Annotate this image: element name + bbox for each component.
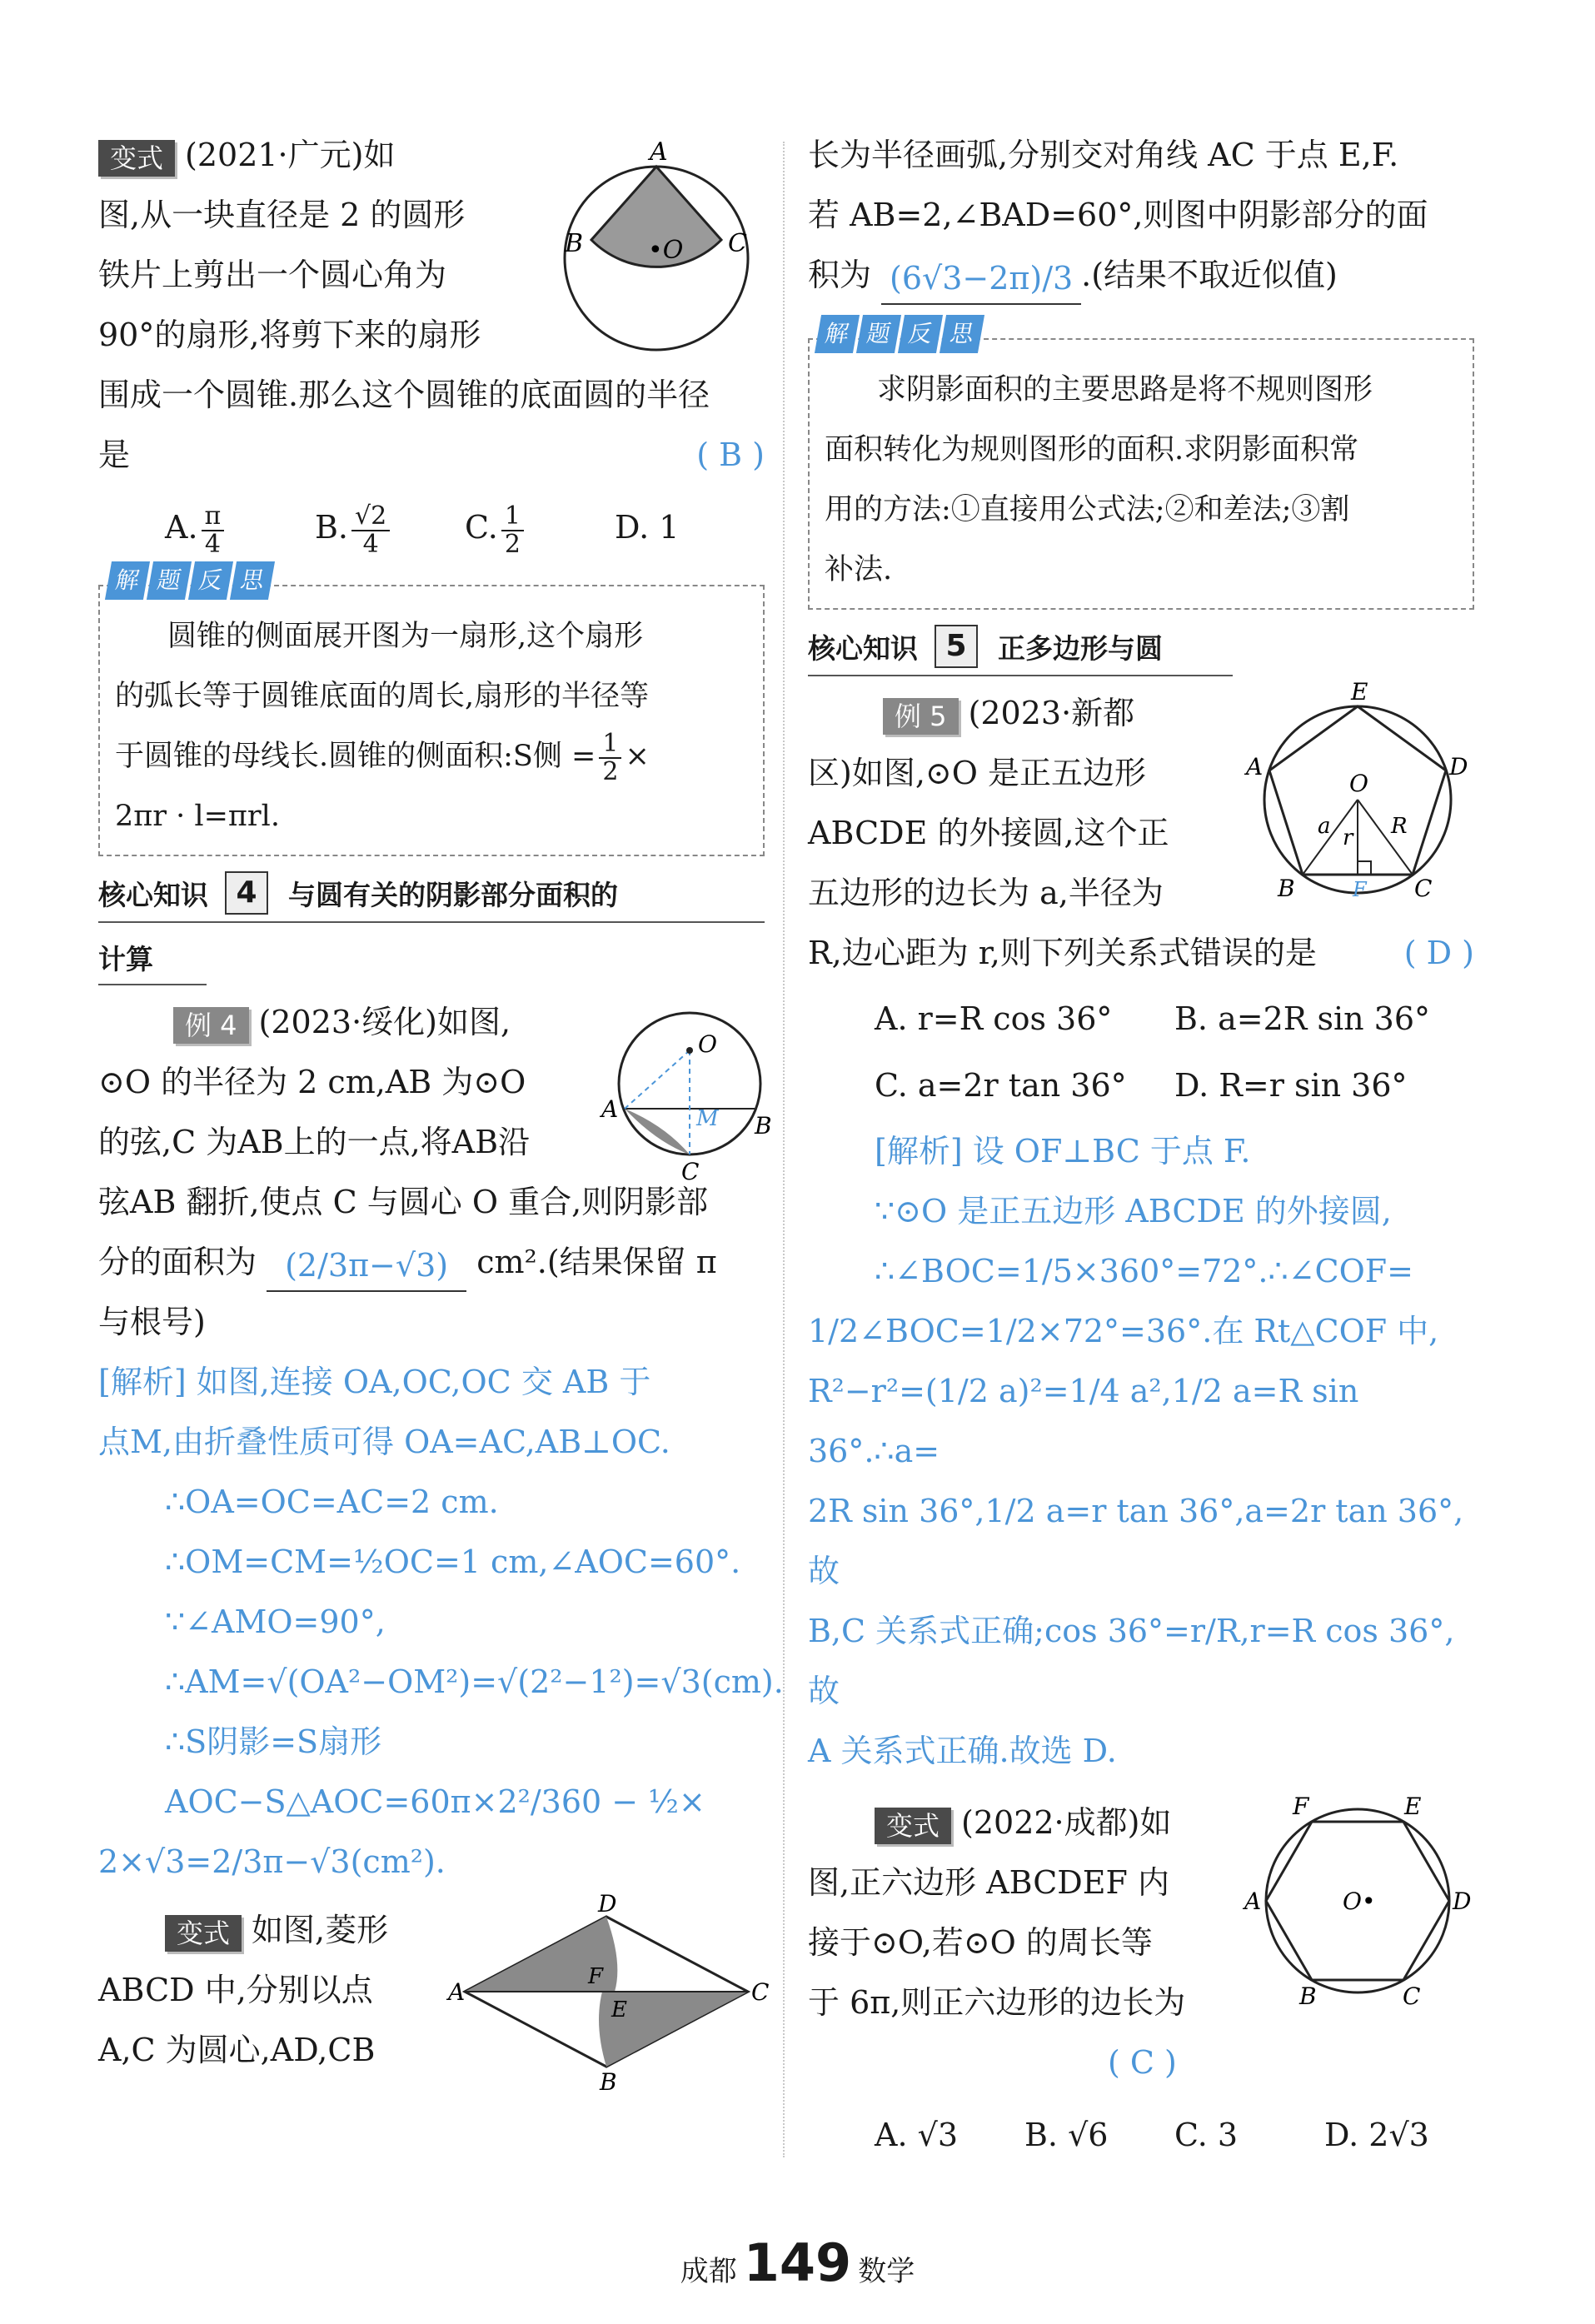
label-c: C <box>1403 1982 1421 2010</box>
reflection-box <box>808 320 1474 610</box>
footer-city: 成都 <box>680 2255 737 2288</box>
options-row <box>808 988 1474 1050</box>
label-a: A <box>448 1978 466 2006</box>
label-o: O• <box>1343 1888 1376 1915</box>
label-o: O <box>698 1030 717 1058</box>
options-row <box>808 1055 1474 1116</box>
options-row <box>98 490 765 565</box>
label-a: A <box>601 1095 619 1123</box>
solution-line: [解析] 如图,连接 OA,OC,OC 交 AB 于 <box>98 1364 651 1400</box>
sector-circle-figure <box>540 137 765 367</box>
options-row <box>808 2097 1474 2172</box>
answer-paren: ( B ) <box>696 436 765 473</box>
solution-line: 点M,由折叠性质可得 OA=AC,AB⊥OC. <box>98 1424 670 1460</box>
footer-subject: 数学 <box>858 2255 915 2288</box>
problem-line: 长为半径画弧,分别交对角线 AC 于点 E,F. <box>808 137 1399 173</box>
problem-line: 图,正六边形 ABCDEF 内 <box>808 1864 1169 1901</box>
answer-paren: ( D ) <box>1403 935 1474 971</box>
section-number: 5 <box>935 625 978 668</box>
variant2-continued: 长为半径画弧,分别交对角线 AC 于点 E,F. 若 AB=2,∠BAD=60°,则图中阴影部分的面 积为 (6√3−2π)/3 .(结果不取近似值) <box>808 125 1474 305</box>
option-d: D. 2√3 <box>1324 2117 1429 2153</box>
section-number: 4 <box>225 871 268 915</box>
problem-line: 弦AB 翻折,使点 C 与圆心 O 重合,则阴影部 <box>98 1184 709 1220</box>
solution-line: B,C 关系式正确;cos 36°=r/R,r=R cos 36°,故 <box>808 1613 1455 1709</box>
label-r-lower: r <box>1343 825 1353 850</box>
label-b: B <box>755 1112 772 1140</box>
example-tag: 例 4 <box>173 1007 249 1044</box>
label-b: B <box>1299 1982 1317 2010</box>
label-b: B <box>1278 875 1295 902</box>
problem-line: ⊙O 的半径为 2 cm,AB 为⊙O <box>98 1064 526 1100</box>
label-a-lower: a <box>1318 814 1331 839</box>
solution-line: 1/2∠BOC=1/2×72°=36°.在 Rt△COF 中, <box>808 1313 1439 1349</box>
label-f: F <box>1353 878 1367 901</box>
label-c: C <box>681 1158 700 1185</box>
label-f: F <box>588 1964 604 1989</box>
solution-line: ∵∠AMO=90°, <box>165 1603 386 1640</box>
column-divider <box>783 142 785 2157</box>
reflection-box: 解 题 反 思 圆锥的侧面展开图为一扇形,这个扇形 的弧长等于圆锥底面的周长,扇形的半径等 于圆锥的母线长.圆锥的侧面积:S侧 = $\frac{1}{2}$ × 2πr · l=πrl. <box>98 585 765 856</box>
problem-line: 围成一个圆锥.那么这个圆锥的底面圆的半径 <box>98 377 710 413</box>
option-a: A. $\frac{\pi}{4}$ <box>165 490 315 565</box>
solution-line: ∴OA=OC=AC=2 cm. <box>165 1484 499 1520</box>
problem-line: 于 6π,则正六边形的边长为 <box>808 1984 1186 2021</box>
problem-line: 五边形的边长为 a,半径为 <box>808 875 1164 911</box>
pentagon-circle-figure <box>1241 678 1474 908</box>
label-d: D <box>1453 1888 1472 1915</box>
rhombus-figure <box>448 1890 770 2096</box>
problem-line: 若 AB=2,∠BAD=60°,则图中阴影部分的面 <box>808 197 1428 233</box>
reflection-line: 2πr · l=πrl. <box>115 800 280 833</box>
problem-line: 是 <box>98 436 131 473</box>
solution-line: ∴AM=√(OA²−OM²)=√(2²−1²)=√3(cm). <box>165 1663 784 1700</box>
reflection-tag: 解 题 反 思 <box>818 315 981 353</box>
label-a: A <box>1246 753 1264 780</box>
problem-line: 图,从一块直径是 2 的圆形 <box>98 197 466 233</box>
option-b: B. √6 <box>1024 2117 1109 2153</box>
problem-line: 铁片上剪出一个圆心角为 <box>98 257 447 293</box>
label-e: E <box>1351 678 1368 706</box>
option-c: C. 3 <box>1174 2117 1239 2153</box>
problem-line: A,C 为圆心,AD,CB <box>98 2032 376 2068</box>
label-f: F <box>1293 1793 1309 1820</box>
section-header-4-cont: 计算 <box>98 938 207 985</box>
reflection-line: 补法. <box>825 553 893 586</box>
option-d: D. 1 <box>615 509 680 546</box>
solution-line: [解析] 设 OF⊥BC 于点 F. <box>875 1133 1251 1169</box>
problem-line: 与根号) <box>98 1304 206 1340</box>
option-c: C. a=2r tan 36° <box>875 1067 1127 1104</box>
section-header-5: 核心知识 5 正多边形与圆 <box>808 625 1233 676</box>
solution5 <box>808 1121 1474 1781</box>
label-c: C <box>751 1978 770 2006</box>
variant2-problem: 变式 如图,菱形 ABCD 中,分别以点 A,C 为圆心,AD,CB D A C B F E <box>98 1890 770 2096</box>
left-column <box>98 125 784 2096</box>
reflection-tag: 解 题 反 思 <box>108 561 272 600</box>
solution-line: R²−r²=(1/2 a)²=1/4 a²,1/2 a=R sin 36°.∴a= <box>808 1373 1359 1469</box>
solution-line: 2×√3=2/3π−√3(cm²). <box>98 1843 446 1880</box>
option-b: B. $\frac{√2}{4}$ <box>315 490 465 565</box>
solution-line: ∴S阴影=S扇形AOC−S△AOC=60π×2²/360 − ½× <box>165 1723 705 1820</box>
label-b: B <box>600 2068 617 2096</box>
label-o: O <box>1349 770 1368 797</box>
option-b: B. a=2R sin 36° <box>1174 1000 1431 1037</box>
page-footer <box>0 2232 1595 2293</box>
problem-line: 的弦,C 为AB上的一点,将AB沿 <box>98 1124 531 1160</box>
section-header-4: 核心知识 4 与圆有关的阴影部分面积的 <box>98 871 765 923</box>
reflection-line: 的弧长等于圆锥底面的周长,扇形的半径等 <box>115 680 650 713</box>
label-m: M <box>696 1106 719 1131</box>
solution-line: A 关系式正确.故选 D. <box>808 1733 1117 1769</box>
variant3-problem: 变式 (2022·成都)如 图,正六边形 ABCDEF 内 接于⊙O,若⊙O 的周长等 于 6π,则正六边形的边长为 ( C ) A. √3 B. √6 C. 3 D. 2√3 F E D A B C O• <box>808 1793 1474 2172</box>
problem-line: 区)如图,⊙O 是正五边形 <box>808 755 1146 791</box>
problem-line: ABCD 中,分别以点 <box>98 1972 373 2008</box>
reflection-line: 面积转化为规则图形的面积.求阴影面积常 <box>825 433 1359 466</box>
reflection-line: 圆锥的侧面展开图为一扇形,这个扇形 <box>167 620 644 653</box>
fold-circle-figure <box>598 1000 772 1185</box>
label-c: C <box>728 229 747 258</box>
solution-line: ∵⊙O 是正五边形 ABCDE 的外接圆, <box>875 1193 1392 1229</box>
hexagon-circle-figure <box>1241 1793 1474 2009</box>
problem-line: ABCDE 的外接圆,这个正 <box>808 815 1169 851</box>
example4-problem: 例 4 (2023·绥化)如图, ⊙O 的半径为 2 cm,AB 为⊙O 的弦,C 为AB上的一点,将AB沿 弦AB 翻折,使点 C 与圆心 O 重合,则阴影部 分的面积为 (2/3π−√3) cm².(结果保留 π 与根号) O A B C M <box>98 992 765 1352</box>
label-c: C <box>1414 875 1433 902</box>
variant-tag: 变式 <box>875 1808 951 1844</box>
label-o: •O <box>648 236 684 265</box>
solution-line: 2R sin 36°,1/2 a=r tan 36°,a=2r tan 36°,故 <box>808 1493 1464 1589</box>
option-c: C. $\frac{1}{2}$ <box>465 490 615 565</box>
solution4 <box>98 1352 784 1892</box>
solution-line: ∴OM=CM=½OC=1 cm,∠AOC=60°. <box>165 1544 741 1580</box>
solution-line: ∴∠BOC=1/5×360°=72°.∴∠COF= <box>875 1253 1413 1289</box>
option-a: A. r=R cos 36° <box>875 1000 1113 1037</box>
label-b: B <box>565 229 584 258</box>
label-d: D <box>598 1890 617 1918</box>
label-e: E <box>1404 1793 1422 1820</box>
answer-blank: (6√3−2π)/3 <box>881 253 1081 305</box>
option-a: A. √3 <box>875 2117 958 2153</box>
answer-paren: ( C ) <box>1108 2044 1177 2081</box>
option-d: D. R=r sin 36° <box>1174 1067 1408 1104</box>
reflection-line: 用的方法:①直接用公式法;②和差法;③割 <box>825 493 1350 526</box>
problem-line: 接于⊙O,若⊙O 的周长等 <box>808 1924 1153 1961</box>
example5-problem: 例 5 (2023·新都 区)如图,⊙O 是正五边形 ABCDE 的外接圆,这个正 五边形的边长为 a,半径为 R,边心距为 r,则下列关系式错误的是 ( D ) A. r=R cos 36° B. a=2R sin 36° C. a=2r tan 36° D. R=r sin 36° E D A B C O R a r F <box>808 683 1474 1116</box>
answer-blank: (2/3π−√3) <box>267 1240 466 1292</box>
example-tag: 例 5 <box>883 698 959 735</box>
label-a: A <box>650 137 668 167</box>
reflection-line: 求阴影面积的主要思路是将不规则图形 <box>877 373 1373 406</box>
variant1-problem <box>98 125 765 565</box>
variant-tag: 变式 <box>165 1915 242 1952</box>
problem-line: 90°的扇形,将剪下来的扇形 <box>98 317 481 353</box>
label-a: A <box>1244 1888 1262 1915</box>
label-d: D <box>1449 753 1468 780</box>
right-column <box>808 125 1474 2177</box>
label-r-upper: R <box>1391 814 1408 839</box>
variant-tag: 变式 <box>98 140 175 177</box>
page-number: 149 <box>743 2232 852 2293</box>
problem-line: (2021·广元)如 <box>185 137 396 173</box>
label-e: E <box>611 1997 627 2022</box>
